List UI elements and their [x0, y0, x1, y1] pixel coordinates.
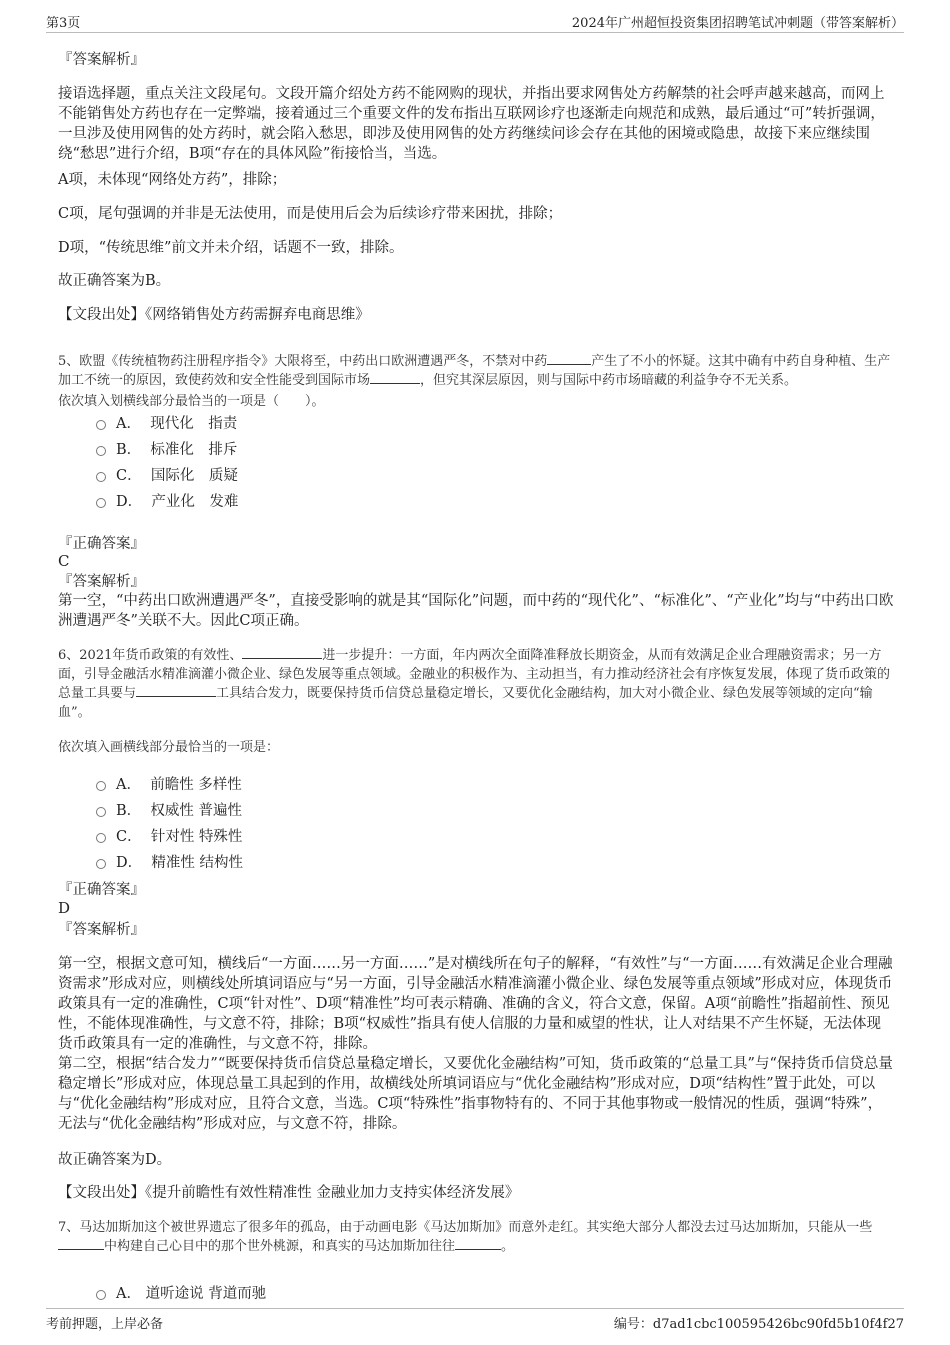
fill-blank: [455, 1249, 501, 1250]
radio-icon[interactable]: [96, 833, 106, 843]
radio-icon[interactable]: [96, 420, 106, 430]
answer-title: 『正确答案』: [58, 882, 145, 898]
page-number: 第3页: [46, 16, 81, 31]
radio-icon[interactable]: [96, 859, 106, 869]
question-5-option-c[interactable]: C． 国际化 质疑: [96, 466, 238, 486]
source-citation: 【文段出处】《网络销售处方药需摒弃电商思维》: [58, 307, 370, 323]
analysis-paragraph: 接语选择题，重点关注文段尾句。文段开篇介绍处方药不能网购的现状，并指出要求网售处方药解禁的社会呼声越来越高，而网上不能销售处方药也存在一定弊端，接着通过三个重要文件的发布指出互联网诊疗也逐渐走向规范和成熟，最后通过“可”转折强调，一旦涉及使用网售的处方药时，就会陷入愁思，即涉及使用网售的处方药继续问诊会存在其他的困境或隐患，故接下来应继续围绕“愁思”进行介绍，B项“存在的具体风险”衔接恰当，当选。: [58, 86, 885, 162]
analysis-option-a: A项，未体现“网络处方药”，排除；: [58, 172, 287, 188]
footer-slogan: 考前押题，上岸必备: [46, 1317, 164, 1332]
question-6-option-c[interactable]: C． 针对性 特殊性: [96, 827, 242, 847]
source-citation: 【文段出处】《提升前瞻性有效性精准性 金融业加力支持实体经济发展》: [58, 1185, 520, 1201]
fill-blank: [370, 383, 420, 384]
analysis-option-d: D项，“传统思维”前文并未介绍，话题不一致，排除。: [58, 240, 404, 256]
radio-icon[interactable]: [96, 781, 106, 791]
analysis-conclusion: 故正确答案为D。: [58, 1152, 172, 1168]
question-5-stem: 5、欧盟《传统植物药注册程序指令》大限将至，中药出口欧洲遭遇严冬，不禁对中药 产生了不小的怀疑。这其中确有中药自身种植、生产加工不统一的原因，致使药效和安全性能受到国际市场 ，但究其深层原因，则与国际中药市场暗藏的利益争夺不无关系。: [58, 354, 891, 388]
analysis-option-c: C项，尾句强调的并非是无法使用，而是使用后会为后续诊疗带来困扰，排除；: [58, 206, 563, 222]
question-7-stem: 7、马达加斯加这个被世界遗忘了很多年的孤岛，由于动画电影《马达加斯加》而意外走红。其实绝大部分人都没去过马达加斯加，只能从一些中构建自己心目中的那个世外桃源，和真实的马达加斯加往往 。: [58, 1220, 873, 1254]
question-6-option-d[interactable]: D． 精准性 结构性: [96, 853, 243, 873]
page-footer: [46, 1308, 904, 1331]
fill-blank: [242, 658, 322, 659]
question-7-option-a[interactable]: A． 道听途说 背道而驰: [96, 1284, 266, 1304]
fill-blank: [547, 364, 591, 365]
question-5-option-b[interactable]: B． 标准化 排斥: [96, 440, 237, 460]
fill-blank: [58, 1249, 104, 1250]
radio-icon[interactable]: [96, 472, 106, 482]
radio-icon[interactable]: [96, 446, 106, 456]
analysis-title: 『答案解析』: [58, 52, 145, 68]
radio-icon[interactable]: [96, 498, 106, 508]
question-6-prompt: 依次填入画横线部分最恰当的一项是：: [58, 740, 280, 755]
question-5-option-d[interactable]: D． 产业化 发难: [96, 492, 238, 512]
analysis-paragraph: 第一空，根据文意可知，横线后“一方面……另一方面……”是对横线所在句子的解释，“有效性”与“一方面……有效满足企业合理融资需求”形成对应，则横线处所填词语应与“另一方面，引导金融活水精准滴灌小微企业、绿色发展等重点领域”形成对应，体现货币政策具有一定的准确性，C项“针对性”、D项“精准性”均可表示精确、准确的含义，符合文意，保留。A项“前瞻性”指超前性、预见性，不能体现准确性，与文意不符，排除；B项“权威性”指具有使人信服的力量和威望的性状，让人对结果不产生怀疑，无法体现货币政策具有一定的准确性，与文意不符，排除。: [58, 956, 893, 1052]
analysis-paragraph: 第一空，“中药出口欧洲遭遇严冬”，直接受影响的就是其“国际化”问题，而中药的“现代化”、“标准化”、“产业化”均与“中药出口欧洲遭遇严冬”关联不大。因此C项正确。: [58, 593, 894, 629]
analysis-title: 『答案解析』: [58, 922, 145, 938]
fill-blank: [136, 696, 216, 697]
question-6-stem: 6、2021年货币政策的有效性、 进一步提升：一方面，年内两次全面降准释放长期资金，从而有效满足企业合理融资需求；另一方面，引导金融活水精准滴灌小微企业、绿色发展等重点领域。金融业的积极作为、主动担当，有力推动经济社会有序恢复发展，体现了货币政策的总量工具要与 工具结合发力，既要保持货币信贷总量稳定增长，又要优化金融结构，加大对小微企业、绿色发展等领域的定向“输血”。: [58, 648, 891, 720]
analysis-title: 『答案解析』: [58, 574, 145, 590]
analysis-conclusion: 故正确答案为B。: [58, 273, 171, 289]
question-5-option-a[interactable]: A． 现代化 指责: [96, 414, 237, 434]
radio-icon[interactable]: [96, 1290, 106, 1300]
question-6-option-a[interactable]: A． 前瞻性 多样性: [96, 775, 242, 795]
page-header: [46, 10, 904, 33]
answer-title: 『正确答案』: [58, 536, 145, 552]
analysis-paragraph: 第二空，根据“结合发力”“既要保持货币信贷总量稳定增长，又要优化金融结构”可知，货币政策的“总量工具”与“保持货币信贷总量稳定增长”形成对应，体现总量工具起到的作用，故横线处所填词语应与“优化金融结构”形成对应，D项“结构性”置于此处，可以与“优化金融结构”形成对应，且符合文意，当选。C项“特殊性”指事物特有的、不同于其他事物或一般情况的性质，强调“特殊”，无法与“优化金融结构”形成对应，与文意不符，排除。: [58, 1056, 893, 1132]
question-6-option-b[interactable]: B． 权威性 普遍性: [96, 801, 242, 821]
correct-answer: D: [58, 899, 71, 917]
correct-answer: C: [58, 552, 70, 570]
radio-icon[interactable]: [96, 807, 106, 817]
document-title: 2024年广州超恒投资集团招聘笔试冲刺题（带答案解析）: [571, 16, 904, 31]
document-code: 编号：d7ad1cbc100595426bc90fd5b10f4f27: [613, 1317, 904, 1332]
question-5-prompt: 依次填入划横线部分最恰当的一项是（ ）。: [58, 394, 325, 409]
